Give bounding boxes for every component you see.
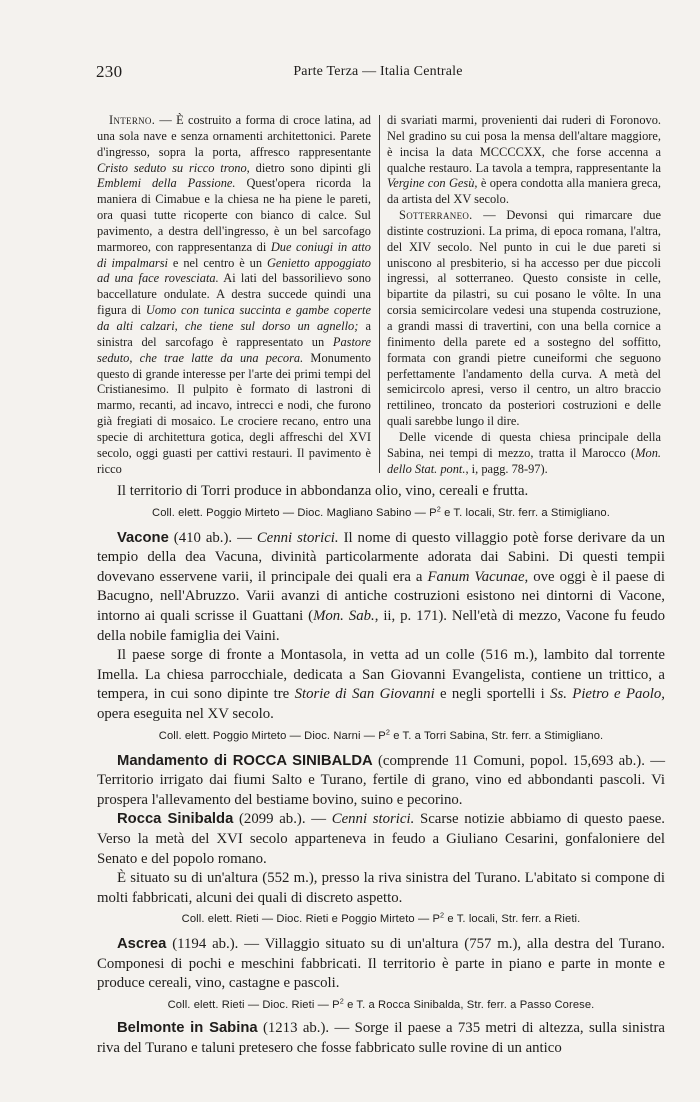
running-head: Parte Terza — Italia Centrale (293, 64, 463, 79)
torri-reference: Coll. elett. Poggio Mirteto — Dioc. Magliano Sabino — $P^2$ e T. locali, Str. ferr. a Stimigliano. (152, 503, 610, 519)
interno-paragraph: Interno. — È costruito a forma di croce latina, ad una sola nave e senza ornamenti architettonici. Parete d'ingresso, sopra la porta, affresco rappresentante Cristo seduto su ricco trono, dietro sono dipinti gli Emblemi della Passione. Quest'opera ricorda la maniera di Cimabue e la chiesa ne ha piene le pareti, ora quasi tutte ricoperte con bianco di calce. Sul pavimento, a destra dell'ingresso, è un bel sarcofago marmoreo, con rappresentanza di Due coniugi in atto di impalmarsi e nel centro è un Genietto appoggiato ad una face rovesciata. Ai lati del bassorilievo sono baccellature ondulate. A destra succede quindi una figura di Uomo con tunica succinta e gambe coperte da alti calzari, che tiene sul dorso un agnello; a sinistra del sarcofago è rappresentato un Pastore seduto, che trae latte da una pecora. Monumento questo di grande interesse per l'arte dei primi tempi del Cristianesimo. Il pulpito è formato di lastroni di marmo, recanti, ad incavo, intrecci e nodi, che furono già fregiati di mosaico. Le crociere recano, entro una specie di architettura gotica, degli affreschi del XVI secolo, oggi guasti per cattivi restauri. Il pavimento è ricco (97, 113, 372, 476)
vacone-paragraph: Vacone (410 ab.). — Cenni storici. Il nome di questo villaggio potè forse derivare da un tempio della dea Vacuna, divinità particolarmente adorata dai Sabini. Di questi tempii dovevano esservene varii, il principale dei quali era a Fanum Vacunae, ove oggi è il paese di Bacugno, nell'Abruzzo. Varii avanzi di antiche costruzioni esistono nei dintorni di Vacone, intorno ai quali scrisse il Guattani (Mon. Sab., ii, p. 171). Nell'età di mezzo, Vacone fu feudo della nobile famiglia dei Vaini. (97, 529, 666, 644)
main-text (97, 482, 665, 1058)
right-column (387, 113, 661, 477)
ascrea-paragraph: Ascrea (1194 ab.). — Villaggio situato su di un'altura (757 m.), alla destra del Turano. Componesi di pochi e meschini fabbricati. Il territorio è parte in piano e parte in monte e produce cereali, vino, castagne e pascoli. (97, 936, 665, 992)
page-header (96, 62, 660, 84)
entry-heading-ascrea: Ascrea (117, 936, 167, 953)
vicende-paragraph: Delle vicende di questa chiesa principale della Sabina, nei tempi di mezzo, tratta il Marocco (Mon. dello Stat. pont., i, pagg. 78-97). (387, 429, 661, 476)
column-divider (379, 115, 380, 473)
left-column (97, 113, 371, 477)
entry-heading-rocca-sinibalda: Rocca Sinibalda (117, 811, 234, 828)
ascrea-reference: Coll. elett. Rieti — Dioc. Rieti — $P^2$ e T. a Rocca Sinibalda, Str. ferr. a Passo Corese. (167, 996, 595, 1012)
entry-heading-rocca-sinibalda-mandamento: ROCCA SINIBALDA (232, 752, 373, 769)
section-lead-interno: Interno. (109, 113, 156, 127)
rocca-paragraph-2: È situato su di un'altura (552 m.), presso la riva sinistra del Turano. L'abitato si compone di molti fabbricati, alcuni dei quali di discreto aspetto. (97, 870, 665, 906)
entry-heading-belmonte: Belmonte in Sabina (117, 1020, 258, 1037)
continued-paragraph: di svariati marmi, provenienti dai ruderi di Foronovo. Nel gradino su cui posa la mensa dell'altare maggiore, è incisa la data MCCCCXX, che forse accenna a qualche restauro. La tavola a tempra, rappresentante la Vergine con Gesù, è opera condotta alla maniera greca, da artista del XV secolo. (387, 113, 661, 207)
mandamento-paragraph: Mandamento di ROCCA SINIBALDA (comprende 11 Comuni, popol. 15,693 ab.). — Territorio irrigato dai fiumi Salto e Turano, fertile di grano, vino ed abbondanti pascoli. Vi prospera l'allevamento del bestiame bovino, suino e pecorino. (97, 752, 665, 808)
section-lead-sotterraneo: Sotterraneo. (399, 208, 473, 223)
rocca-paragraph: Rocca Sinibalda (2099 ab.). — Cenni storici. Scarse notizie abbiamo di questo paese. Verso la metà del XVI secolo apparteneva in feudo a Giuliano Cesarini, gonfaloniere del Senato e del popolo romano. (97, 811, 665, 867)
rocca-reference: Coll. elett. Rieti — Dioc. Rieti e Poggio Mirteto — $P^2$ e T. locali, Str. ferr. a Rieti. (181, 910, 581, 926)
entry-heading-vacone: Vacone (117, 529, 169, 546)
page-number: 230 (96, 62, 123, 81)
belmonte-paragraph: Belmonte in Sabina (1213 ab.). — Sorge il paese a 735 metri di altezza, sulla sinistra riva del Turano e taluni pretesero che fosse fabbricato sulle rovine di un antico (97, 1020, 666, 1056)
two-column-section (97, 113, 665, 477)
torri-paragraph: Il territorio di Torri produce in abbondanza olio, vino, cereali e frutta. (117, 483, 529, 499)
vacone-reference: Coll. elett. Poggio Mirteto — Dioc. Narni — $P^2$ e T. a Torri Sabina, Str. ferr. a Stimigliano. (158, 726, 604, 742)
sotterraneo-paragraph: Sotterraneo. — Devonsi qui rimarcare due distinte costruzioni. La prima, di epoca romana, l'altra, del XIV secolo. Nel punto in cui le due pareti si uniscono al presbiterio, si ha accesso per due piccoli ingressi, al sotterraneo. Questo consiste in celle, bipartite da pilastri, su cui posano le vôlte. In una corsia semicircolare vedesi una stupenda costruzione, a grandi massi di travertini, con una bella cornice a finimento della parete ed a sostegno del soffitto, formata con grandi pietre cuneiformi che seguono perfettamente l'andamento della curva. A metà del semicircolo apresi, verso il centro, un altro braccio rettilineo, troncato da posteriori costruzioni e delle quali sarebbe lungo il dire. (387, 208, 661, 429)
vacone-paragraph-2: Il paese sorge di fronte a Montasola, in vetta ad un colle (516 m.), lambito dal torrente Imella. La chiesa parrocchiale, dedicata a San Giovanni Evangelista, contiene un trittico, a tempera, in cui sono dipinte tre Storie di San Giovanni e negli sportelli i Ss. Pietro e Paolo, opera eseguita nel XV secolo. (97, 647, 665, 722)
